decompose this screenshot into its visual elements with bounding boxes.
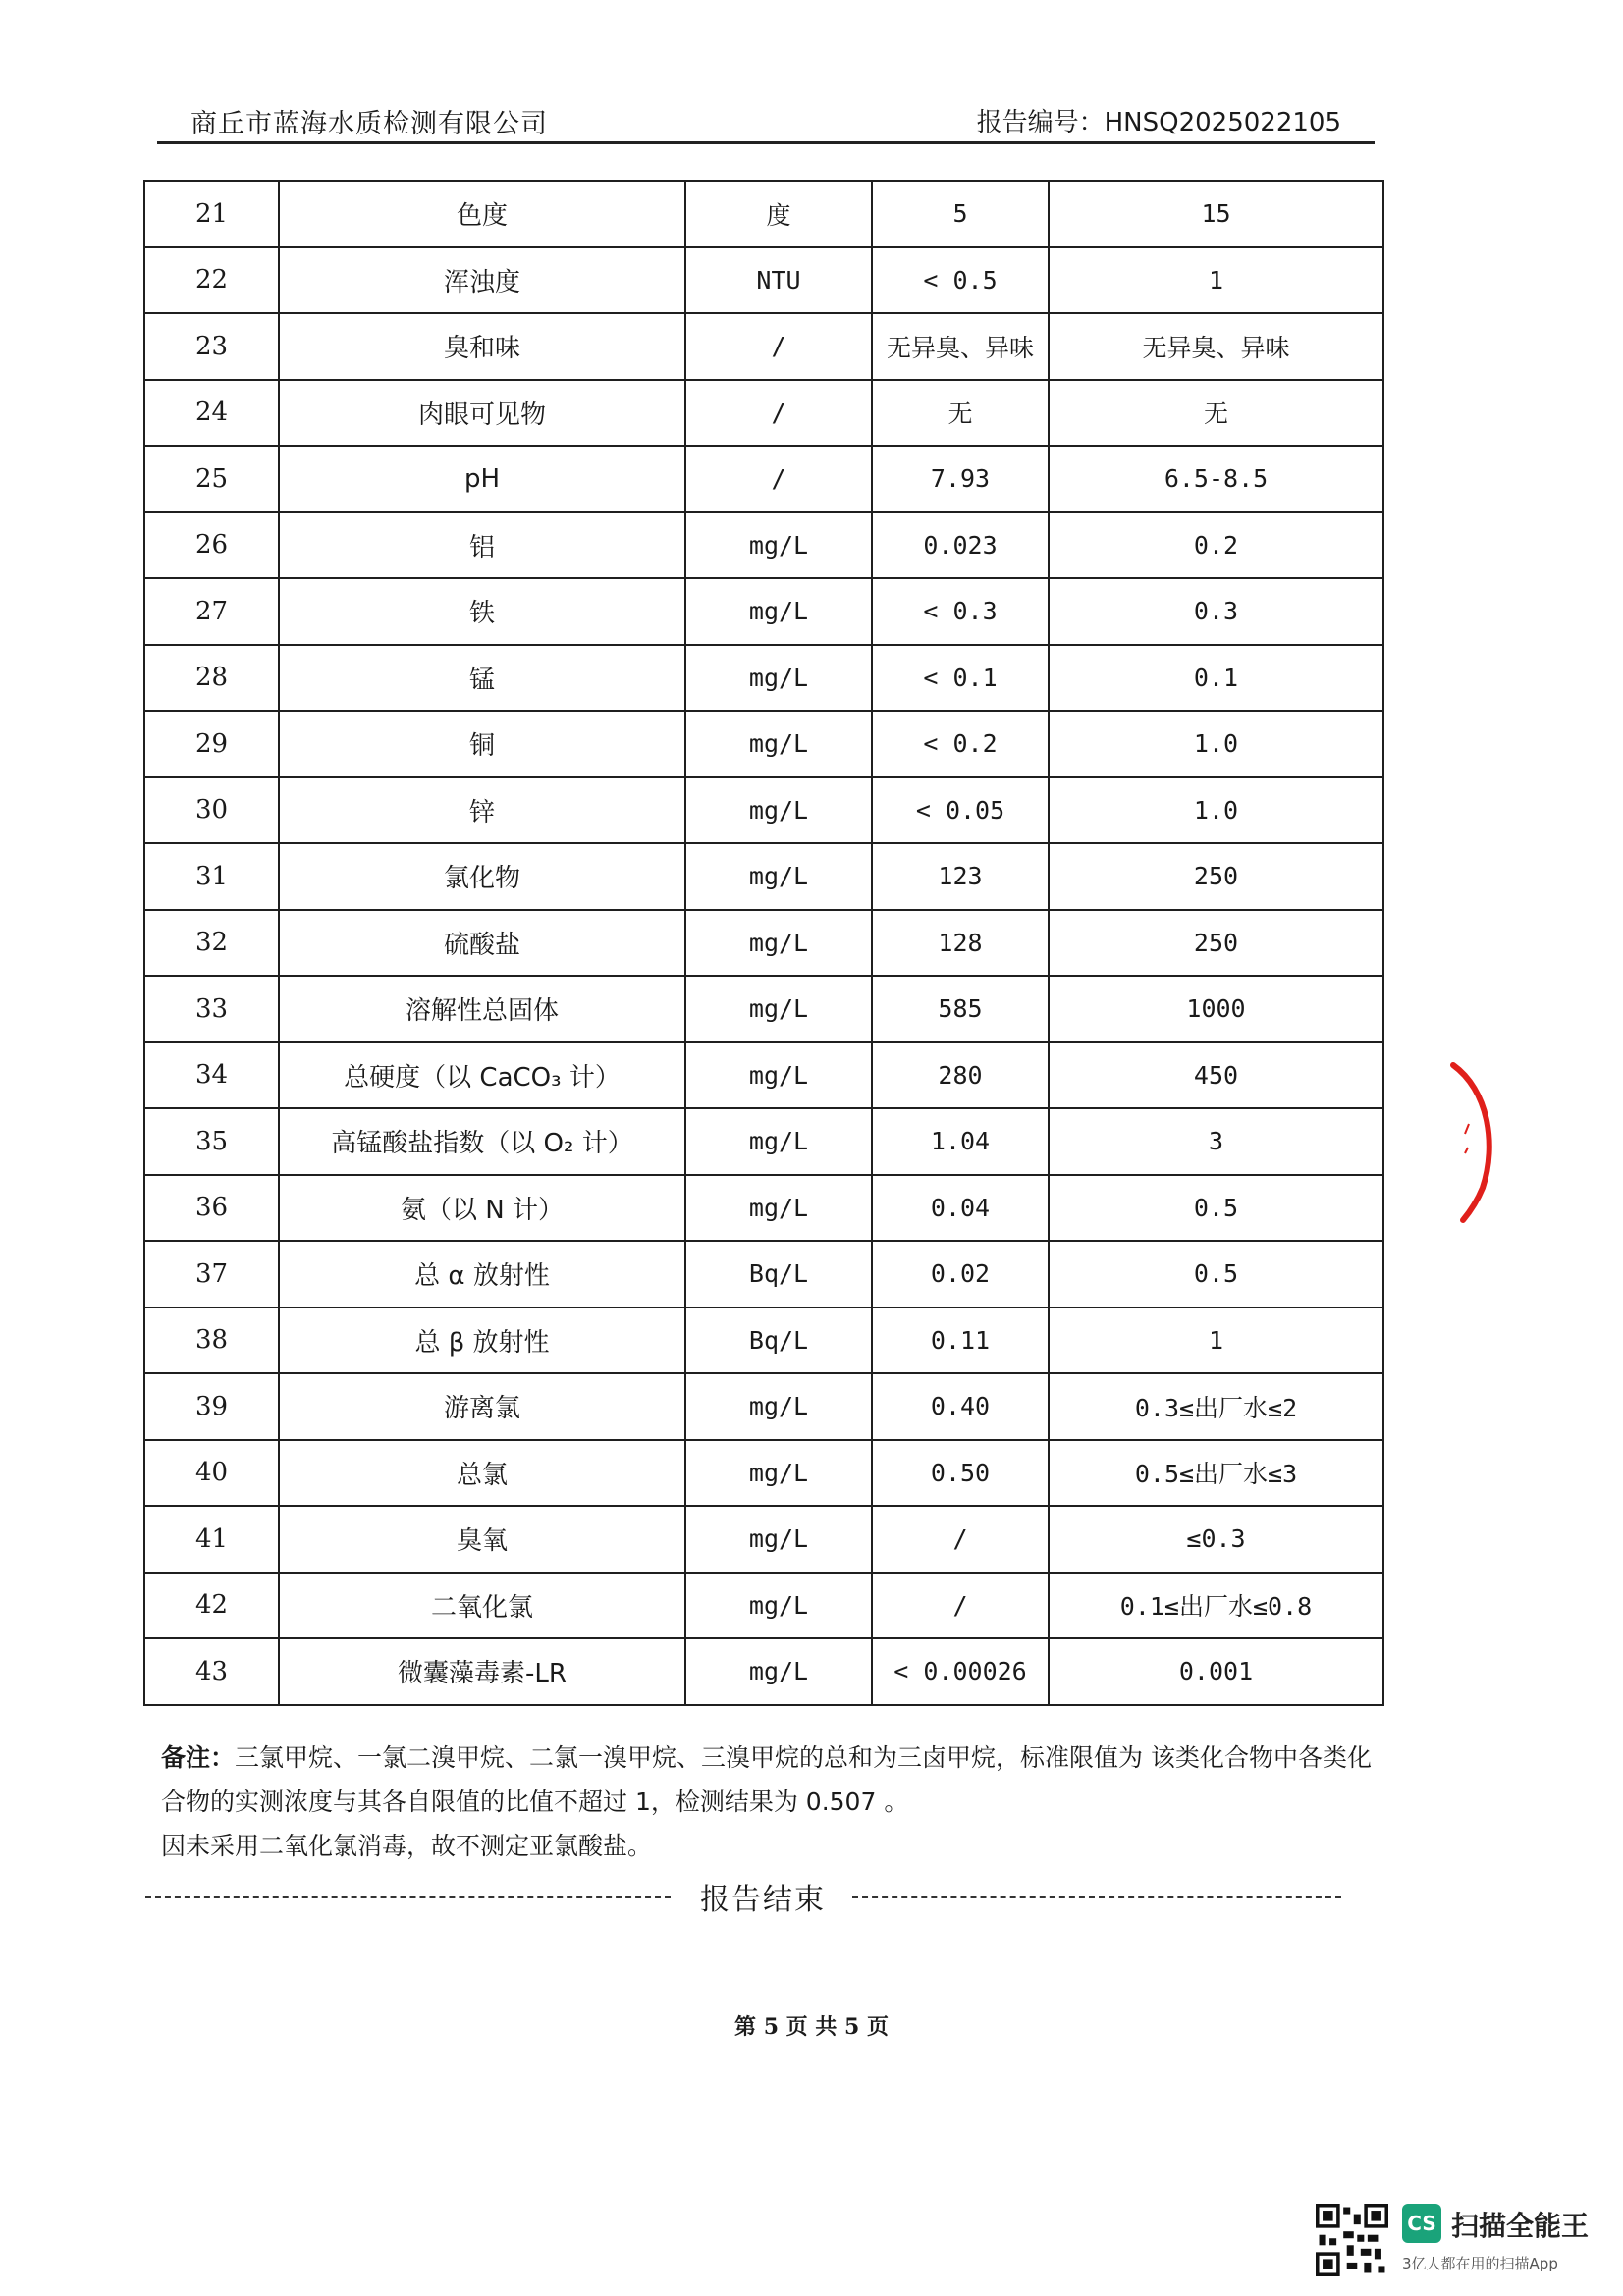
cell-unit: mg/L <box>685 1373 872 1440</box>
cell-result: 585 <box>872 976 1049 1042</box>
cell-number: 28 <box>144 645 279 712</box>
cell-test-item: pH <box>279 446 685 512</box>
cell-test-item: 氯化物 <box>279 843 685 910</box>
table-row <box>144 1241 1383 1308</box>
cell-test-item: 臭氧 <box>279 1506 685 1573</box>
cell-test-item: 硫酸盐 <box>279 910 685 977</box>
cell-number: 30 <box>144 777 279 844</box>
cell-result: < 0.1 <box>872 645 1049 712</box>
cell-number: 34 <box>144 1042 279 1109</box>
table-row <box>144 1506 1383 1573</box>
report-end-divider <box>145 1875 1341 1917</box>
cell-limit: 0.1 <box>1049 645 1383 712</box>
cell-unit: NTU <box>685 247 872 314</box>
cell-number: 37 <box>144 1241 279 1308</box>
cell-limit: 无 <box>1049 380 1383 447</box>
cell-limit: 6.5-8.5 <box>1049 446 1383 512</box>
cell-number: 22 <box>144 247 279 314</box>
cell-test-item: 臭和味 <box>279 313 685 380</box>
table-row <box>144 1373 1383 1440</box>
dashed-line-right <box>852 1896 1341 1898</box>
table-row <box>144 1638 1383 1705</box>
cell-unit: mg/L <box>685 1175 872 1242</box>
cell-number: 35 <box>144 1108 279 1175</box>
cell-unit: / <box>685 313 872 380</box>
cell-test-item: 二氧化氯 <box>279 1573 685 1639</box>
table-row <box>144 1308 1383 1374</box>
cell-limit: 250 <box>1049 843 1383 910</box>
table-row <box>144 512 1383 579</box>
cell-limit: 1 <box>1049 247 1383 314</box>
cell-test-item: 游离氯 <box>279 1373 685 1440</box>
table-row <box>144 976 1383 1042</box>
cell-test-item: 锰 <box>279 645 685 712</box>
qr-code-icon <box>1316 2204 1388 2276</box>
cell-limit: 0.1≤出厂水≤0.8 <box>1049 1573 1383 1639</box>
cell-unit: mg/L <box>685 512 872 579</box>
remarks <box>161 1735 1388 1868</box>
page-number: 第 5 页 共 5 页 <box>734 2014 889 2040</box>
cell-test-item: 铝 <box>279 512 685 579</box>
cell-unit: mg/L <box>685 578 872 645</box>
table-row <box>144 1042 1383 1109</box>
cell-number: 31 <box>144 843 279 910</box>
table-row <box>144 645 1383 712</box>
cell-limit: 1.0 <box>1049 777 1383 844</box>
cell-result: 280 <box>872 1042 1049 1109</box>
cell-result: < 0.00026 <box>872 1638 1049 1705</box>
cell-result: / <box>872 1506 1049 1573</box>
cell-unit: mg/L <box>685 843 872 910</box>
cell-number: 42 <box>144 1573 279 1639</box>
cell-unit: mg/L <box>685 1440 872 1507</box>
cell-test-item: 色度 <box>279 181 685 247</box>
cell-test-item: 肉眼可见物 <box>279 380 685 447</box>
cell-limit: 250 <box>1049 910 1383 977</box>
report-number: 报告编号：HNSQ2025022105 <box>976 108 1341 137</box>
camscanner-logo: CS <box>1402 2204 1441 2243</box>
cell-test-item: 锌 <box>279 777 685 844</box>
table-row <box>144 711 1383 777</box>
cell-test-item: 溶解性总固体 <box>279 976 685 1042</box>
cell-result: 7.93 <box>872 446 1049 512</box>
cell-result: 0.40 <box>872 1373 1049 1440</box>
table-row <box>144 1440 1383 1507</box>
cell-test-item: 高锰酸盐指数（以 O₂ 计） <box>279 1108 685 1175</box>
cell-number: 23 <box>144 313 279 380</box>
cell-unit: mg/L <box>685 711 872 777</box>
table-row <box>144 1175 1383 1242</box>
cell-unit: / <box>685 380 872 447</box>
cell-unit: 度 <box>685 181 872 247</box>
cell-result: 5 <box>872 181 1049 247</box>
cell-limit: 15 <box>1049 181 1383 247</box>
cell-number: 40 <box>144 1440 279 1507</box>
table-row <box>144 1573 1383 1639</box>
table-row <box>144 181 1383 247</box>
cell-result: < 0.3 <box>872 578 1049 645</box>
camscanner-name: 扫描全能王 <box>1451 2210 1590 2242</box>
cell-number: 24 <box>144 380 279 447</box>
cell-limit: 0.2 <box>1049 512 1383 579</box>
cell-test-item: 总硬度（以 CaCO₃ 计） <box>279 1042 685 1109</box>
remark-label: 备注： <box>161 1743 236 1772</box>
cell-number: 27 <box>144 578 279 645</box>
table-row <box>144 777 1383 844</box>
test-results-body <box>144 181 1383 1705</box>
cell-number: 38 <box>144 1308 279 1374</box>
cell-limit: 0.5≤出厂水≤3 <box>1049 1440 1383 1507</box>
cell-unit: mg/L <box>685 645 872 712</box>
remark-line-2: 因未采用二氧化氯消毒，故不测定亚氯酸盐。 <box>161 1832 653 1860</box>
cell-result: 0.11 <box>872 1308 1049 1374</box>
cell-unit: / <box>685 446 872 512</box>
cell-unit: mg/L <box>685 1108 872 1175</box>
cell-result: 0.04 <box>872 1175 1049 1242</box>
cell-test-item: 总 α 放射性 <box>279 1241 685 1308</box>
camscanner-tagline: 3亿人都在用的扫描App <box>1402 2255 1558 2272</box>
cell-limit: 1000 <box>1049 976 1383 1042</box>
cell-number: 29 <box>144 711 279 777</box>
cell-result: 1.04 <box>872 1108 1049 1175</box>
cell-result: < 0.5 <box>872 247 1049 314</box>
cell-result: < 0.05 <box>872 777 1049 844</box>
table-row <box>144 446 1383 512</box>
cell-unit: mg/L <box>685 1042 872 1109</box>
cell-number: 39 <box>144 1373 279 1440</box>
table-row <box>144 247 1383 314</box>
cell-unit: Bq/L <box>685 1308 872 1374</box>
red-seal-fragment <box>1443 1055 1512 1227</box>
cell-number: 26 <box>144 512 279 579</box>
cell-result: 0.023 <box>872 512 1049 579</box>
cell-test-item: 总氯 <box>279 1440 685 1507</box>
table-row <box>144 313 1383 380</box>
cell-number: 32 <box>144 910 279 977</box>
cell-result: 0.50 <box>872 1440 1049 1507</box>
cell-unit: mg/L <box>685 1638 872 1705</box>
cell-result: 128 <box>872 910 1049 977</box>
page-header <box>157 98 1375 144</box>
company-name: 商丘市蓝海水质检测有限公司 <box>190 109 548 139</box>
cell-limit: 0.3≤出厂水≤2 <box>1049 1373 1383 1440</box>
table-row <box>144 380 1383 447</box>
cell-unit: Bq/L <box>685 1241 872 1308</box>
cell-limit: 450 <box>1049 1042 1383 1109</box>
table-row <box>144 578 1383 645</box>
table-row <box>144 843 1383 910</box>
cell-limit: 1 <box>1049 1308 1383 1374</box>
cell-result: / <box>872 1573 1049 1639</box>
cell-number: 25 <box>144 446 279 512</box>
cell-limit: 无异臭、异味 <box>1049 313 1383 380</box>
cell-number: 36 <box>144 1175 279 1242</box>
dashed-line-left <box>145 1896 671 1898</box>
cell-limit: 3 <box>1049 1108 1383 1175</box>
cell-result: 无异臭、异味 <box>872 313 1049 380</box>
cell-test-item: 铜 <box>279 711 685 777</box>
cell-unit: mg/L <box>685 1573 872 1639</box>
cell-number: 33 <box>144 976 279 1042</box>
cell-unit: mg/L <box>685 910 872 977</box>
cell-result: 0.02 <box>872 1241 1049 1308</box>
table-row <box>144 910 1383 977</box>
cell-number: 41 <box>144 1506 279 1573</box>
table-row <box>144 1108 1383 1175</box>
cell-result: < 0.2 <box>872 711 1049 777</box>
cell-unit: mg/L <box>685 1506 872 1573</box>
cell-limit: 0.5 <box>1049 1241 1383 1308</box>
report-end-text: 报告结束 <box>700 1883 826 1917</box>
cell-test-item: 氨（以 N 计） <box>279 1175 685 1242</box>
cell-unit: mg/L <box>685 976 872 1042</box>
cell-test-item: 总 β 放射性 <box>279 1308 685 1374</box>
cell-number: 43 <box>144 1638 279 1705</box>
cell-unit: mg/L <box>685 777 872 844</box>
cell-limit: 0.5 <box>1049 1175 1383 1242</box>
test-results-table <box>143 180 1384 1706</box>
cell-limit: 0.3 <box>1049 578 1383 645</box>
cell-limit: ≤0.3 <box>1049 1506 1383 1573</box>
cell-result: 123 <box>872 843 1049 910</box>
cell-limit: 1.0 <box>1049 711 1383 777</box>
remark-text-1: 三氯甲烷、一氯二溴甲烷、二氯一溴甲烷、三溴甲烷的总和为三卤甲烷，标准限值为 该类化合物中各类化合物的实测浓度与其各自限值的比值不超过 1，检测结果为 0.507 。 <box>161 1743 1372 1816</box>
cell-result: 无 <box>872 380 1049 447</box>
cell-test-item: 浑浊度 <box>279 247 685 314</box>
cell-test-item: 微囊藻毒素-LR <box>279 1638 685 1705</box>
cell-test-item: 铁 <box>279 578 685 645</box>
remark-line-1 <box>161 1735 1388 1824</box>
cell-number: 21 <box>144 181 279 247</box>
cell-limit: 0.001 <box>1049 1638 1383 1705</box>
